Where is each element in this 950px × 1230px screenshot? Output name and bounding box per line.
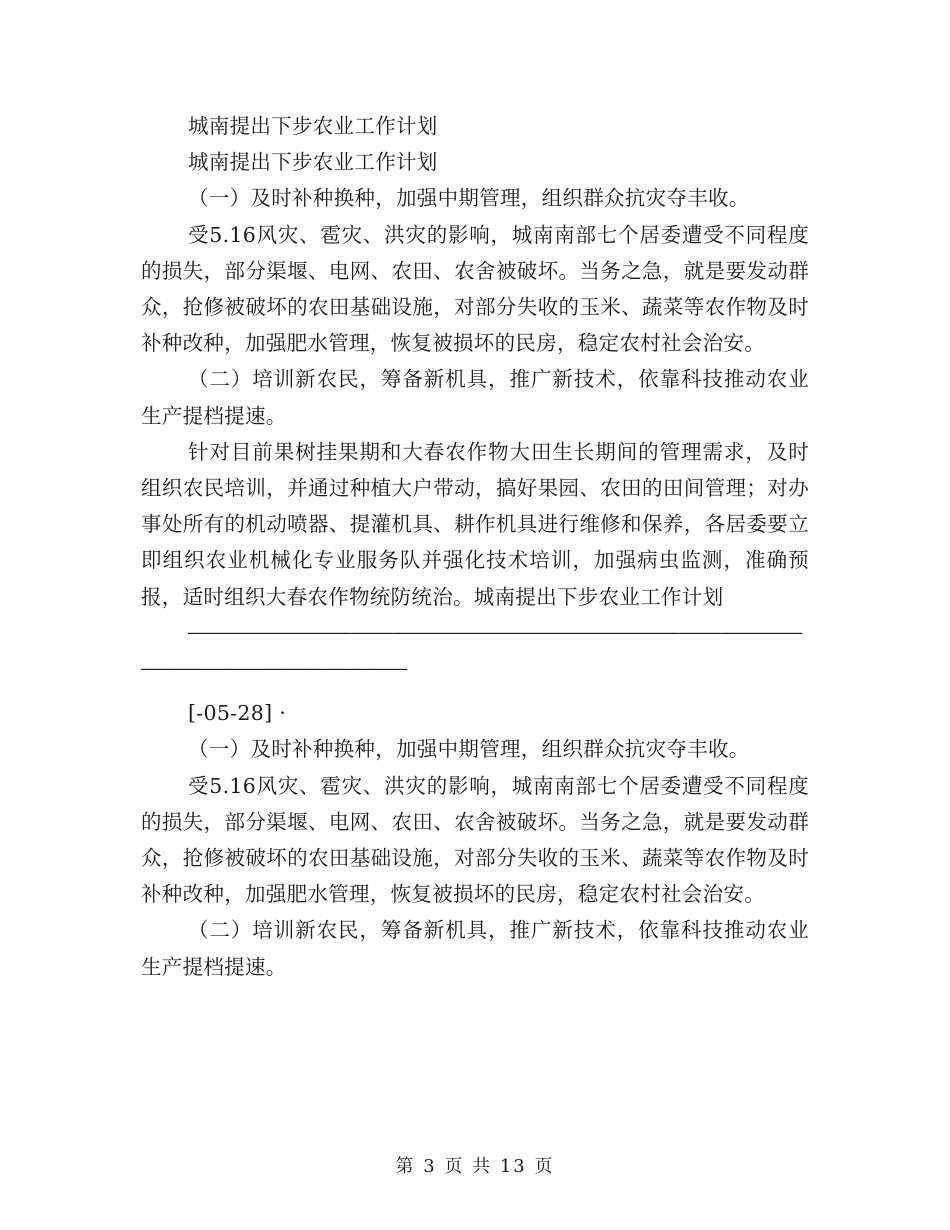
document-body bbox=[141, 108, 809, 985]
date-stamp: [-05-28] · bbox=[188, 701, 287, 726]
page-number: 第 3 页 共 13 页 bbox=[395, 1156, 555, 1177]
document-title-repeat: 城南提出下步农业工作计划 bbox=[188, 150, 438, 175]
section-heading-2: （二）培训新农民，筹备新机具，推广新技术，依靠科技推动农业生产提档提速。 bbox=[141, 367, 809, 428]
separator-line: ―――――――――――――――――――――――――――――――――――――――――――――――――――――――――――――――――――――――――――――――――――――― bbox=[141, 622, 803, 680]
section-heading-1-repeat: （一）及时补种换种，加强中期管理，组织群众抗灾夺丰收。 bbox=[188, 737, 750, 762]
section-heading-2-repeat: （二）培训新农民，筹备新机具，推广新技术，依靠科技推动农业生产提档提速。 bbox=[141, 918, 809, 979]
document-title: 城南提出下步农业工作计划 bbox=[188, 114, 438, 138]
section-heading-1: （一）及时补种换种，加强中期管理，组织群众抗灾夺丰收。 bbox=[188, 186, 750, 211]
section-body-1-repeat: 受5.16风灾、雹灾、洪灾的影响，城南南部七个居委遭受不同程度的损失，部分渠堰、电网、农田、农舍被破坏。当务之急，就是要发动群众，抢修被破坏的农田基础设施，对部分失收的玉米、蔬菜等农作物及时补种改种，加强肥水管理，恢复被损坏的民房，稳定农村社会治安。 bbox=[141, 773, 809, 907]
section-body-2: 针对目前果树挂果期和大春农作物大田生长期间的管理需求，及时组织农民培训，并通过种植大户带动，搞好果园、农田的田间管理；对办事处所有的机动喷器、提灌机具、耕作机具进行维修和保养，各居委要立即组织农业机械化专业服务队并强化技术培训，加强病虫监测，准确预报，适时组织大春农作物统防统治。城南提出下步农业工作计划 bbox=[141, 439, 809, 609]
section-body-1: 受5.16风灾、雹灾、洪灾的影响，城南南部七个居委遭受不同程度的损失，部分渠堰、电网、农田、农舍被破坏。当务之急，就是要发动群众，抢修被破坏的农田基础设施，对部分失收的玉米、蔬菜等农作物及时补种改种，加强肥水管理，恢复被损坏的民房，稳定农村社会治安。 bbox=[141, 222, 809, 356]
